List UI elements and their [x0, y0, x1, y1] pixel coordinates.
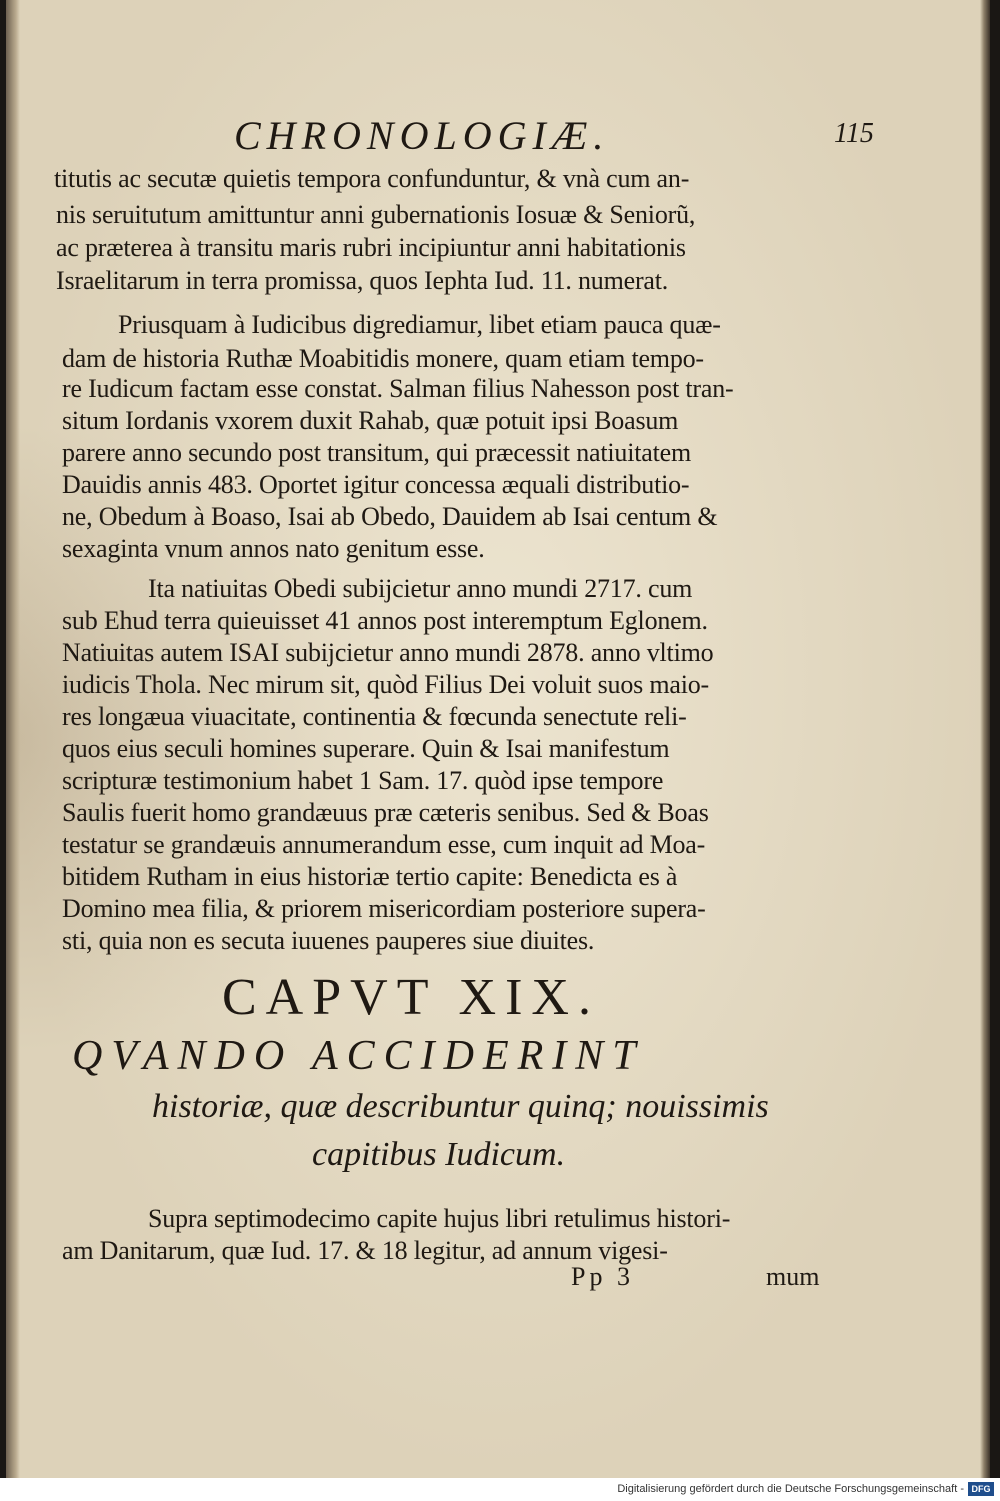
text-line: sexaginta vnum annos nato genitum esse. — [62, 534, 485, 563]
chapter-title-line: QVANDO ACCIDERINT — [72, 1033, 645, 1079]
book-page — [6, 0, 990, 1478]
signature-mark: Pp 3 — [571, 1262, 634, 1291]
text-line: Israelitarum in terra promissa, quos Iephta Iud. 11. numerat. — [56, 266, 669, 295]
text-line: Supra septimodecimo capite hujus libri retulimus histori- — [148, 1204, 731, 1233]
text-line: situm Iordanis vxorem duxit Rahab, quæ potuit ipsi Boasum — [62, 406, 679, 435]
text-line: Priusquam à Iudicibus digrediamur, libet etiam pauca quæ- — [118, 310, 721, 339]
text-line: re Iudicum factam esse constat. Salman filius Nahesson post tran- — [62, 374, 734, 403]
text-line: Natiuitas autem ISAI subijcietur anno mundi 2878. anno vltimo — [62, 638, 714, 667]
text-line: Domino mea filia, & priorem misericordiam posteriore supera- — [62, 894, 706, 923]
chapter-title-line: historiæ, quæ describuntur quinq; nouissimis — [152, 1088, 769, 1125]
text-line: ac præterea à transitu maris rubri incipiuntur anni habitationis — [56, 233, 686, 262]
text-line: am Danitarum, quæ Iud. 17. & 18 legitur, ad annum vigesi- — [62, 1236, 668, 1265]
page-edge-shadow — [980, 0, 990, 1478]
text-line: scripturæ testimonium habet 1 Sam. 17. quòd ipse tempore — [62, 766, 664, 795]
digitization-credit: Digitalisierung gefördert durch die Deutsche Forschungsgemeinschaft - — [617, 1483, 964, 1495]
page-gutter-shadow — [6, 0, 20, 1478]
catchword: mum — [766, 1262, 820, 1291]
text-line: sub Ehud terra quieuisset 41 annos post interemptum Eglonem. — [62, 606, 708, 635]
text-line: Ita natiuitas Obedi subijcietur anno mundi 2717. cum — [148, 574, 693, 603]
text-line: bitidem Rutham in eius historiæ tertio capite: Benedicta es à — [62, 862, 678, 891]
text-line: nis seruitutum amittuntur anni gubernationis Iosuæ & Seniorũ, — [56, 200, 696, 229]
chapter-title-line: capitibus Iudicum. — [312, 1136, 566, 1173]
running-head: CHRONOLOGIÆ. — [234, 113, 610, 158]
text-line: ne, Obedum à Boaso, Isai ab Obedo, Dauidem ab Isai centum & — [62, 502, 718, 531]
text-line: testatur se grandæuis annumerandum esse, cum inquit ad Moa- — [62, 830, 706, 859]
chapter-heading: CAPVT XIX. — [222, 969, 600, 1026]
text-line: titutis ac secutæ quietis tempora confunduntur, & vnà cum an- — [54, 164, 690, 193]
dfg-logo: DFG — [968, 1482, 994, 1496]
text-line: res longæua viuacitate, continentia & fœcunda senectute reli- — [62, 702, 687, 731]
text-line: sti, quia non es secuta iuuenes pauperes siue diuites. — [62, 926, 595, 955]
text-line: parere anno secundo post transitum, qui præcessit natiuitatem — [62, 438, 691, 467]
text-line: Dauidis annis 483. Oportet igitur concessa æquali distributio- — [62, 470, 690, 499]
page-number: 115 — [834, 118, 874, 149]
text-line: quos eius seculi homines superare. Quin & Isai manifestum — [62, 734, 670, 763]
text-line: Saulis fuerit homo grandæuus præ cæteris senibus. Sed & Boas — [62, 798, 709, 827]
text-line: iudicis Thola. Nec mirum sit, quòd Filius Dei voluit suos maio- — [62, 670, 709, 699]
text-line: dam de historia Ruthæ Moabitidis monere, quam etiam tempo- — [62, 344, 704, 373]
